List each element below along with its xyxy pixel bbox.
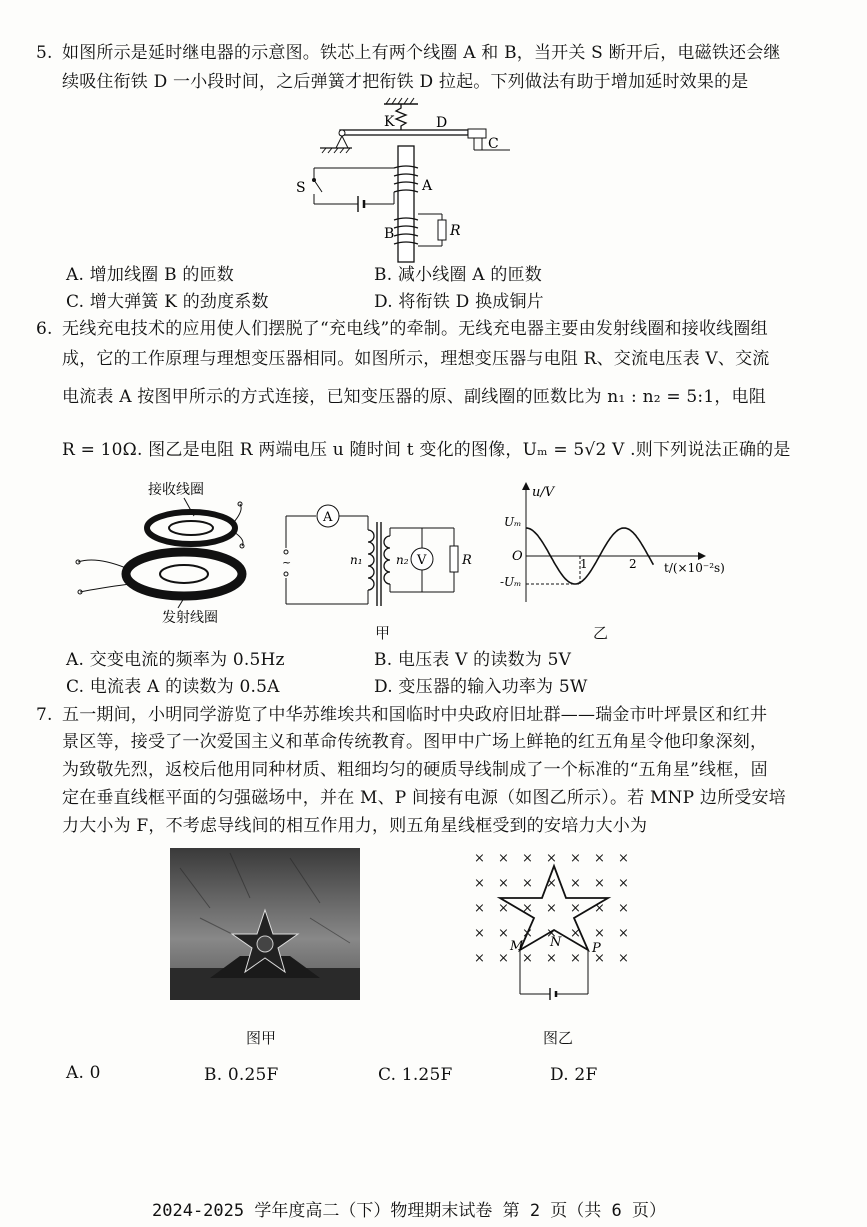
field-cross-mark: ×: [618, 901, 629, 916]
q7-text-line2: 景区等，接受了一次爱国主义和革命传统教育。图甲中广场上鲜艳的红五角星令他印象深刻，: [62, 732, 768, 752]
field-cross-mark: ×: [570, 876, 581, 891]
field-cross-mark: ×: [498, 851, 509, 866]
q6-graph-um: Uₘ: [504, 515, 522, 529]
field-cross-mark: ×: [546, 851, 557, 866]
q6-text-line4: R = 10Ω. 图乙是电阻 R 两端电压 u 随时间 t 变化的图像，Uₘ = 5√2 V .则下列说法正确的是: [62, 440, 791, 460]
q6-n2-label: n₂: [396, 553, 409, 567]
q7-red-star-photo: [170, 848, 360, 1000]
q6-label-transmit-coil: 发射线圈: [162, 610, 218, 626]
q6-transformer-circuit: [276, 500, 476, 612]
q7-star-wireframe-field: [470, 848, 640, 1008]
field-cross-mark: ×: [594, 901, 605, 916]
q5-text-line2: 续吸住衔铁 D 一小段时间，之后弹簧才把衔铁 D 拉起。下列做法有助于增加延时效果的是: [62, 72, 749, 92]
field-cross-mark: ×: [618, 926, 629, 941]
q6-text-line2: 成，它的工作原理与理想变压器相同。如图所示，理想变压器与电阻 R、交流电压表 V、交流: [62, 349, 770, 369]
q5-option-c: C. 增大弹簧 K 的劲度系数: [66, 292, 269, 312]
q6-option-c: C. 电流表 A 的读数为 0.5A: [66, 677, 280, 697]
q7-option-d: D. 2F: [550, 1065, 598, 1085]
field-cross-mark: ×: [546, 901, 557, 916]
q7-option-c: C. 1.25F: [378, 1065, 453, 1085]
field-cross-mark: ×: [570, 851, 581, 866]
q5-option-b: B. 减小线圈 A 的匝数: [374, 265, 542, 285]
q7-figure-yi-label: 图乙: [543, 1029, 574, 1047]
q6-text-line3: 电流表 A 按图甲所示的方式连接，已知变压器的原、副线圈的匝数比为 n₁ : n₂ = 5:1，电阻: [62, 387, 766, 407]
q5-label-d: D: [436, 115, 448, 131]
field-cross-mark: ×: [618, 951, 629, 966]
field-cross-mark: ×: [618, 876, 629, 891]
field-cross-mark: ×: [498, 951, 509, 966]
q5-label-k: K: [384, 114, 395, 130]
q6-number: 6.: [36, 319, 53, 339]
field-cross-mark: ×: [546, 951, 557, 966]
page-footer: 2024-2025 学年度高二（下）物理期末试卷 第 2 页（共 6 页）: [152, 1201, 666, 1221]
svg-text:~: ~: [282, 556, 292, 569]
q5-label-b: B: [384, 226, 395, 242]
q6-figure-jia-label: 甲: [375, 624, 391, 642]
q6-option-d: D. 变压器的输入功率为 5W: [374, 677, 588, 697]
field-cross-mark: ×: [570, 951, 581, 966]
field-cross-mark: ×: [546, 876, 557, 891]
field-cross-mark: ×: [498, 901, 509, 916]
field-cross-mark: ×: [474, 876, 485, 891]
field-cross-mark: ×: [474, 901, 485, 916]
q6-n1-label: n₁: [350, 553, 363, 567]
q5-label-r: R: [450, 223, 461, 239]
field-cross-mark: ×: [570, 926, 581, 941]
field-cross-mark: ×: [618, 851, 629, 866]
q7-option-b: B. 0.25F: [204, 1065, 279, 1085]
q5-text-line1: 如图所示是延时继电器的示意图。铁芯上有两个线圈 A 和 B，当开关 S 断开后，电磁铁还会继: [62, 43, 781, 63]
q6-graph-neg-um: -Uₘ: [500, 575, 522, 589]
q6-option-b: B. 电压表 V 的读数为 5V: [374, 650, 572, 670]
q7-option-a: A. 0: [66, 1063, 101, 1083]
q7-number: 7.: [36, 705, 53, 725]
q5-label-c: C: [488, 136, 499, 152]
field-cross-mark: ×: [474, 951, 485, 966]
q7-text-line4: 定在垂直线框平面的匀强磁场中，并在 M、P 间接有电源（如图乙所示）。若 MNP 边所受安培: [62, 788, 786, 808]
field-cross-mark: ×: [522, 876, 533, 891]
field-cross-mark: ×: [594, 876, 605, 891]
q6-graph-x-label: t/(×10⁻²s): [664, 561, 725, 575]
q6-wireless-coils-figure: [66, 476, 266, 626]
q5-relay-diagram: [290, 96, 520, 264]
q7-star-label-p: P: [592, 941, 601, 956]
field-cross-mark: ×: [498, 926, 509, 941]
q6-graph-y-label: u/V: [532, 485, 555, 500]
q6-graph-tick-1: 1: [580, 557, 588, 571]
q6-graph-origin: O: [512, 549, 523, 564]
field-cross-mark: ×: [474, 851, 485, 866]
q5-label-s: S: [296, 180, 306, 196]
field-cross-mark: ×: [546, 926, 557, 941]
field-cross-mark: ×: [498, 876, 509, 891]
q5-number: 5.: [36, 43, 53, 63]
field-cross-mark: ×: [522, 951, 533, 966]
field-cross-mark: ×: [522, 901, 533, 916]
q6-label-receive-coil: 接收线圈: [148, 482, 204, 498]
q6-voltmeter-label: V: [417, 553, 427, 568]
q7-star-label-n: N: [550, 935, 562, 950]
q7-text-line3: 为致敬先烈，返校后他用同种材质、粗细均匀的硬质导线制成了一个标准的“五角星”线框，固: [62, 760, 768, 780]
field-cross-mark: ×: [594, 951, 605, 966]
field-cross-mark: ×: [474, 926, 485, 941]
q6-resistor-label: R: [462, 553, 472, 568]
q6-voltage-time-graph: [500, 480, 736, 610]
field-cross-mark: ×: [594, 926, 605, 941]
q6-ammeter-label: A: [323, 510, 333, 525]
q7-star-label-m: M: [510, 939, 524, 954]
q7-text-line1: 五一期间，小明同学游览了中华苏维埃共和国临时中央政府旧址群——瑞金市叶坪景区和红井: [62, 705, 768, 725]
field-cross-mark: ×: [570, 901, 581, 916]
q5-label-a: A: [422, 178, 433, 194]
field-cross-mark: ×: [522, 926, 533, 941]
q5-option-a: A. 增加线圈 B 的匝数: [66, 265, 234, 285]
q7-text-line5: 力大小为 F，不考虑导线间的相互作用力，则五角星线框受到的安培力大小为: [62, 816, 648, 836]
q6-option-a: A. 交变电流的频率为 0.5Hz: [66, 650, 285, 670]
field-cross-mark: ×: [594, 851, 605, 866]
q7-figure-jia-label: 图甲: [246, 1029, 277, 1047]
field-cross-mark: ×: [522, 851, 533, 866]
q5-option-d: D. 将衔铁 D 换成铜片: [374, 292, 544, 312]
q6-graph-tick-2: 2: [629, 557, 637, 571]
q6-text-line1: 无线充电技术的应用使人们摆脱了“充电线”的牵制。无线充电器主要由发射线圈和接收线圈组: [62, 319, 768, 339]
q6-figure-yi-label: 乙: [593, 624, 609, 642]
